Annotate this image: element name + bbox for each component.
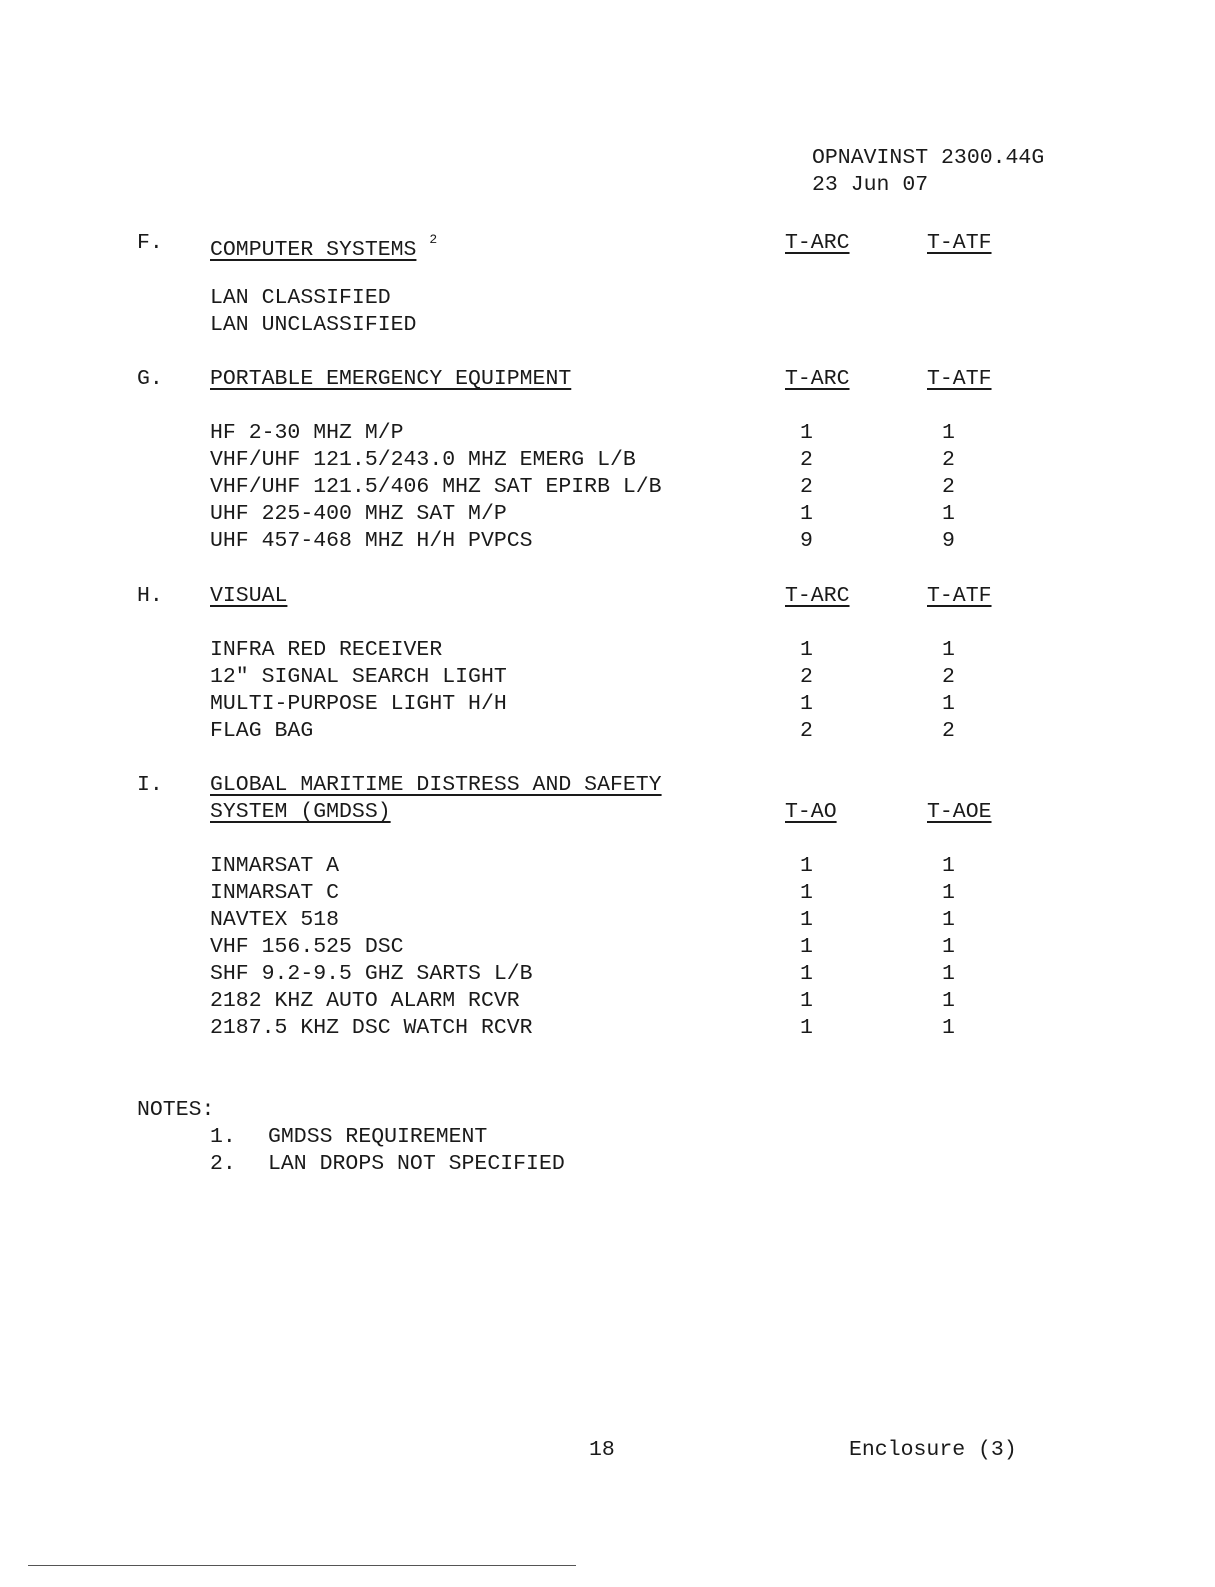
section-i-item-name: INMARSAT A xyxy=(210,854,340,878)
section-g-title: PORTABLE EMERGENCY EQUIPMENT xyxy=(210,367,572,391)
section-h-item-v2: 2 xyxy=(942,719,955,743)
section-i-item-name: INMARSAT C xyxy=(210,881,340,905)
section-h-col2-header: T-ATF xyxy=(927,584,992,608)
section-f-title-wrap xyxy=(210,230,437,264)
section-i-item-v2: 1 xyxy=(942,962,955,986)
section-i-item-v1: 1 xyxy=(800,881,813,905)
section-f-col2-header: T-ATF xyxy=(927,231,992,255)
section-g-item-name: UHF 457-468 MHZ H/H PVPCS xyxy=(210,529,533,553)
section-i-col2-header: T-AOE xyxy=(927,800,992,824)
section-h-item-v1: 1 xyxy=(800,692,813,716)
section-i-item-v1: 1 xyxy=(800,908,813,932)
section-f-title: COMPUTER SYSTEMS xyxy=(210,238,417,263)
section-g-item-v1: 9 xyxy=(800,529,813,553)
section-i-item-v1: 1 xyxy=(800,935,813,959)
section-i-item-v1: 1 xyxy=(800,962,813,986)
section-h-item-v1: 1 xyxy=(800,638,813,662)
notes-label: NOTES: xyxy=(137,1098,215,1122)
section-i-item-v2: 1 xyxy=(942,908,955,932)
section-f-title-note: 2 xyxy=(429,232,438,247)
section-i-letter: I. xyxy=(137,773,163,797)
section-h-letter: H. xyxy=(137,584,163,608)
section-g-item-name: VHF/UHF 121.5/243.0 MHZ EMERG L/B xyxy=(210,448,636,472)
section-g-item-v2: 1 xyxy=(942,421,955,445)
section-h-item-v2: 2 xyxy=(942,665,955,689)
section-g-item-v1: 1 xyxy=(800,502,813,526)
section-g-item-v1: 2 xyxy=(800,448,813,472)
document-number: OPNAVINST 2300.44G xyxy=(812,146,1045,170)
note-text: LAN DROPS NOT SPECIFIED xyxy=(268,1152,565,1176)
section-h-item-name: INFRA RED RECEIVER xyxy=(210,638,443,662)
note-number: 2. xyxy=(210,1152,236,1176)
section-g-col2-header: T-ATF xyxy=(927,367,992,391)
page-number: 18 xyxy=(589,1438,615,1462)
enclosure-label: Enclosure (3) xyxy=(849,1438,1017,1462)
section-i-item-v2: 1 xyxy=(942,881,955,905)
section-g-item-v1: 1 xyxy=(800,421,813,445)
note-number: 1. xyxy=(210,1125,236,1149)
section-i-item-v1: 1 xyxy=(800,1016,813,1040)
section-i-item-v1: 1 xyxy=(800,854,813,878)
section-h-item-v2: 1 xyxy=(942,692,955,716)
section-i-title-line2: SYSTEM (GMDSS) xyxy=(210,800,391,824)
section-h-item-name: 12" SIGNAL SEARCH LIGHT xyxy=(210,665,507,689)
section-i-item-v2: 1 xyxy=(942,854,955,878)
section-h-item-name: FLAG BAG xyxy=(210,719,314,743)
section-g-item-v2: 1 xyxy=(942,502,955,526)
section-h-item-name: MULTI-PURPOSE LIGHT H/H xyxy=(210,692,507,716)
section-h-col1-header: T-ARC xyxy=(785,584,850,608)
document-date: 23 Jun 07 xyxy=(812,173,929,197)
section-g-item-v2: 9 xyxy=(942,529,955,553)
section-g-item-name: HF 2-30 MHZ M/P xyxy=(210,421,404,445)
section-h-item-v1: 2 xyxy=(800,665,813,689)
section-i-item-name: 2187.5 KHZ DSC WATCH RCVR xyxy=(210,1016,533,1040)
section-f-letter: F. xyxy=(137,231,163,255)
section-i-item-v1: 1 xyxy=(800,989,813,1013)
section-f-item: LAN CLASSIFIED xyxy=(210,286,391,310)
section-h-title: VISUAL xyxy=(210,584,288,608)
section-h-item-v1: 2 xyxy=(800,719,813,743)
section-i-col1-header: T-AO xyxy=(785,800,837,824)
section-g-item-v2: 2 xyxy=(942,448,955,472)
section-f-col1-header: T-ARC xyxy=(785,231,850,255)
page-edge-line xyxy=(28,1565,576,1566)
section-g-item-name: VHF/UHF 121.5/406 MHZ SAT EPIRB L/B xyxy=(210,475,662,499)
section-g-item-name: UHF 225-400 MHZ SAT M/P xyxy=(210,502,507,526)
section-i-title-line1: GLOBAL MARITIME DISTRESS AND SAFETY xyxy=(210,773,662,797)
section-h-item-v2: 1 xyxy=(942,638,955,662)
section-f-item: LAN UNCLASSIFIED xyxy=(210,313,417,337)
section-i-item-name: SHF 9.2-9.5 GHZ SARTS L/B xyxy=(210,962,533,986)
section-i-item-name: NAVTEX 518 xyxy=(210,908,340,932)
note-text: GMDSS REQUIREMENT xyxy=(268,1125,488,1149)
section-g-letter: G. xyxy=(137,367,163,391)
section-i-item-v2: 1 xyxy=(942,935,955,959)
section-i-item-name: VHF 156.525 DSC xyxy=(210,935,404,959)
section-i-item-name: 2182 KHZ AUTO ALARM RCVR xyxy=(210,989,520,1013)
section-g-item-v2: 2 xyxy=(942,475,955,499)
section-g-item-v1: 2 xyxy=(800,475,813,499)
section-i-item-v2: 1 xyxy=(942,989,955,1013)
section-i-item-v2: 1 xyxy=(942,1016,955,1040)
section-g-col1-header: T-ARC xyxy=(785,367,850,391)
